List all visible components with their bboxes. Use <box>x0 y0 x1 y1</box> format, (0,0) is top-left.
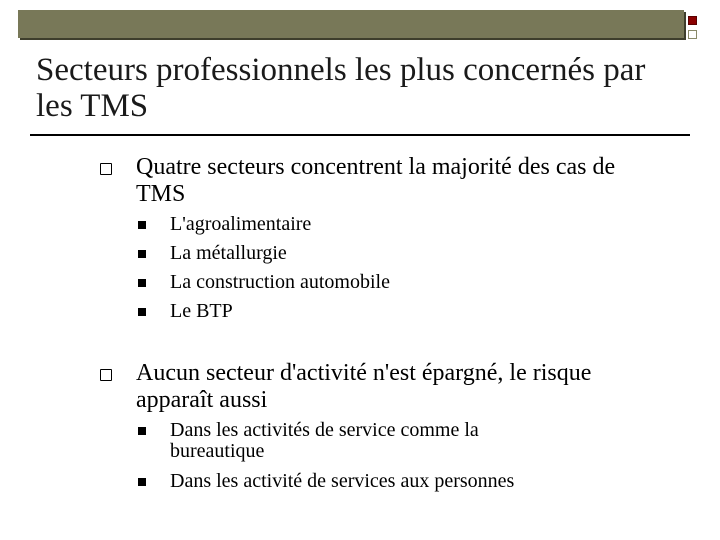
point-1-text: Quatre secteurs concentrent la majorité des cas de TMS <box>136 154 616 207</box>
hollow-square-bullet-icon <box>100 163 112 175</box>
subpoint-2-2: Dans les activité de services aux personnes <box>170 470 515 492</box>
filled-square-bullet-icon <box>138 221 146 229</box>
hollow-square-bullet-icon <box>100 369 112 381</box>
point-2-text: Aucun secteur d'activité n'est épargné, le risque apparaît aussi <box>136 360 592 413</box>
filled-square-bullet-icon <box>138 427 146 435</box>
title-underline <box>30 134 690 136</box>
subpoint-1-1: L'agroalimentaire <box>170 213 312 235</box>
corner-decoration <box>686 12 710 44</box>
subpoint-1-2: La métallurgie <box>170 242 287 264</box>
accent-square-red <box>688 16 697 25</box>
subpoint-1-3: La construction automobile <box>170 271 390 293</box>
accent-square-outline <box>688 30 697 39</box>
filled-square-bullet-icon <box>138 250 146 258</box>
filled-square-bullet-icon <box>138 478 146 486</box>
filled-square-bullet-icon <box>138 279 146 287</box>
filled-square-bullet-icon <box>138 308 146 316</box>
subpoint-2-1: Dans les activités de service comme la bureautique <box>170 419 479 462</box>
subpoint-1-4: Le BTP <box>170 300 233 322</box>
slide-title: Secteurs professionnels les plus concernés par les TMS <box>36 52 646 124</box>
header-bar <box>18 10 684 38</box>
